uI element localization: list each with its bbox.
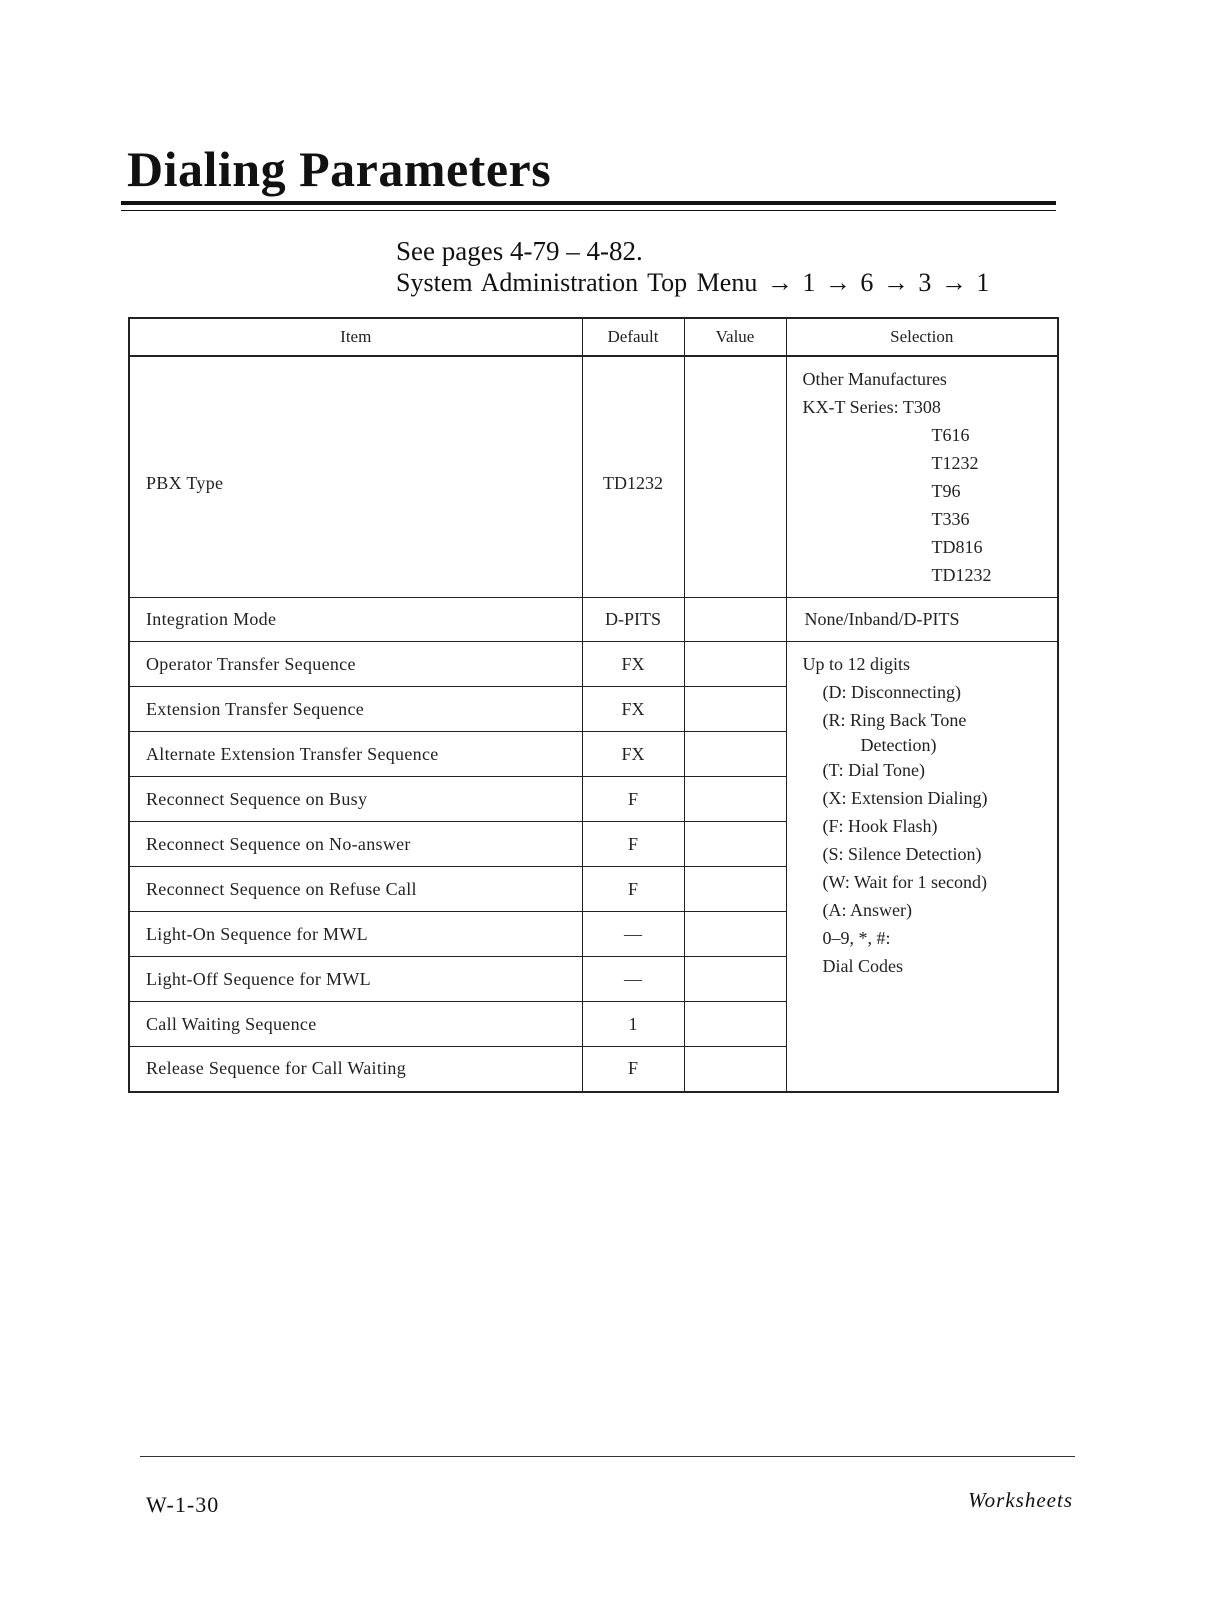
page-title: Dialing Parameters	[127, 141, 552, 197]
value-cell[interactable]	[684, 867, 786, 912]
value-cell[interactable]	[684, 777, 786, 822]
sequence-code-list	[803, 650, 1048, 980]
sequence-code: (T: Dial Tone)	[822, 760, 925, 780]
item-cell: Integration Mode	[129, 598, 582, 642]
footer-rule	[140, 1456, 1075, 1457]
option-kxt-t308: KX-T Series: T308	[802, 397, 941, 417]
value-cell[interactable]	[684, 687, 786, 732]
sequence-code: (R: Ring Back Tone	[822, 710, 967, 730]
default-cell: 1	[582, 1002, 684, 1047]
item-cell: Reconnect Sequence on Busy	[129, 777, 582, 822]
menu-path: System Administration Top Menu → 1 → 6 → 3 → 1	[396, 268, 990, 297]
header-selection: Selection	[786, 318, 1058, 356]
selection-cell: None/Inband/D-PITS	[786, 598, 1058, 642]
value-cell[interactable]	[684, 822, 786, 867]
sequence-code: 0–9, *, #:	[822, 928, 891, 948]
pbx-type-options	[803, 365, 1048, 589]
item-cell: Light-On Sequence for MWL	[129, 912, 582, 957]
value-cell[interactable]	[684, 957, 786, 1002]
option-model: T336	[931, 509, 970, 529]
table-row-pbx-type	[129, 356, 1058, 598]
item-cell: Release Sequence for Call Waiting	[129, 1047, 582, 1092]
option-model: T616	[931, 425, 970, 445]
item-cell: Operator Transfer Sequence	[129, 642, 582, 687]
sequence-code: (W: Wait for 1 second)	[822, 872, 987, 892]
option-model: T96	[931, 481, 961, 501]
default-cell: —	[582, 957, 684, 1002]
value-cell[interactable]	[684, 356, 786, 598]
section-name: Worksheets	[968, 1488, 1073, 1512]
sequence-selection-cell	[786, 642, 1058, 1092]
sequence-code: Detection)	[860, 735, 937, 755]
item-cell: Light-Off Sequence for MWL	[129, 957, 582, 1002]
value-cell[interactable]	[684, 642, 786, 687]
default-cell: FX	[582, 642, 684, 687]
value-cell[interactable]	[684, 732, 786, 777]
see-pages-reference: See pages 4-79 – 4-82.	[396, 236, 643, 266]
item-cell: Call Waiting Sequence	[129, 1002, 582, 1047]
default-cell: D-PITS	[582, 598, 684, 642]
sequence-code: (X: Extension Dialing)	[822, 788, 988, 808]
item-cell: PBX Type	[129, 356, 582, 598]
option-model: TD1232	[931, 565, 992, 585]
table-header-row	[129, 318, 1058, 356]
option-model: TD816	[931, 537, 983, 557]
default-cell: F	[582, 777, 684, 822]
selection-cell	[786, 356, 1058, 598]
title-rule-thin	[121, 210, 1056, 211]
title-rule-thick	[121, 201, 1056, 205]
default-cell: F	[582, 822, 684, 867]
default-cell: F	[582, 1047, 684, 1092]
sequence-code: Dial Codes	[822, 956, 903, 976]
option-model: T1232	[931, 453, 979, 473]
value-cell[interactable]	[684, 1002, 786, 1047]
value-cell[interactable]	[684, 1047, 786, 1092]
item-cell: Reconnect Sequence on Refuse Call	[129, 867, 582, 912]
option-other: Other Manufactures	[802, 369, 947, 389]
sequence-code: (A: Answer)	[822, 900, 912, 920]
header-default: Default	[582, 318, 684, 356]
default-cell: —	[582, 912, 684, 957]
header-value: Value	[684, 318, 786, 356]
sequence-code: (D: Disconnecting)	[822, 682, 961, 702]
table-row-integration-mode	[129, 598, 1058, 642]
dialing-parameters-table	[128, 317, 1059, 1093]
table-row	[129, 642, 1058, 687]
default-cell: TD1232	[582, 356, 684, 598]
item-cell: Alternate Extension Transfer Sequence	[129, 732, 582, 777]
value-cell[interactable]	[684, 598, 786, 642]
default-cell: F	[582, 867, 684, 912]
default-cell: FX	[582, 732, 684, 777]
page-number: W-1-30	[146, 1492, 220, 1517]
value-cell[interactable]	[684, 912, 786, 957]
default-cell: FX	[582, 687, 684, 732]
item-cell: Extension Transfer Sequence	[129, 687, 582, 732]
item-cell: Reconnect Sequence on No-answer	[129, 822, 582, 867]
header-item: Item	[129, 318, 582, 356]
sequence-code: (S: Silence Detection)	[822, 844, 982, 864]
sequence-header: Up to 12 digits	[802, 654, 911, 674]
sequence-code: (F: Hook Flash)	[822, 816, 938, 836]
